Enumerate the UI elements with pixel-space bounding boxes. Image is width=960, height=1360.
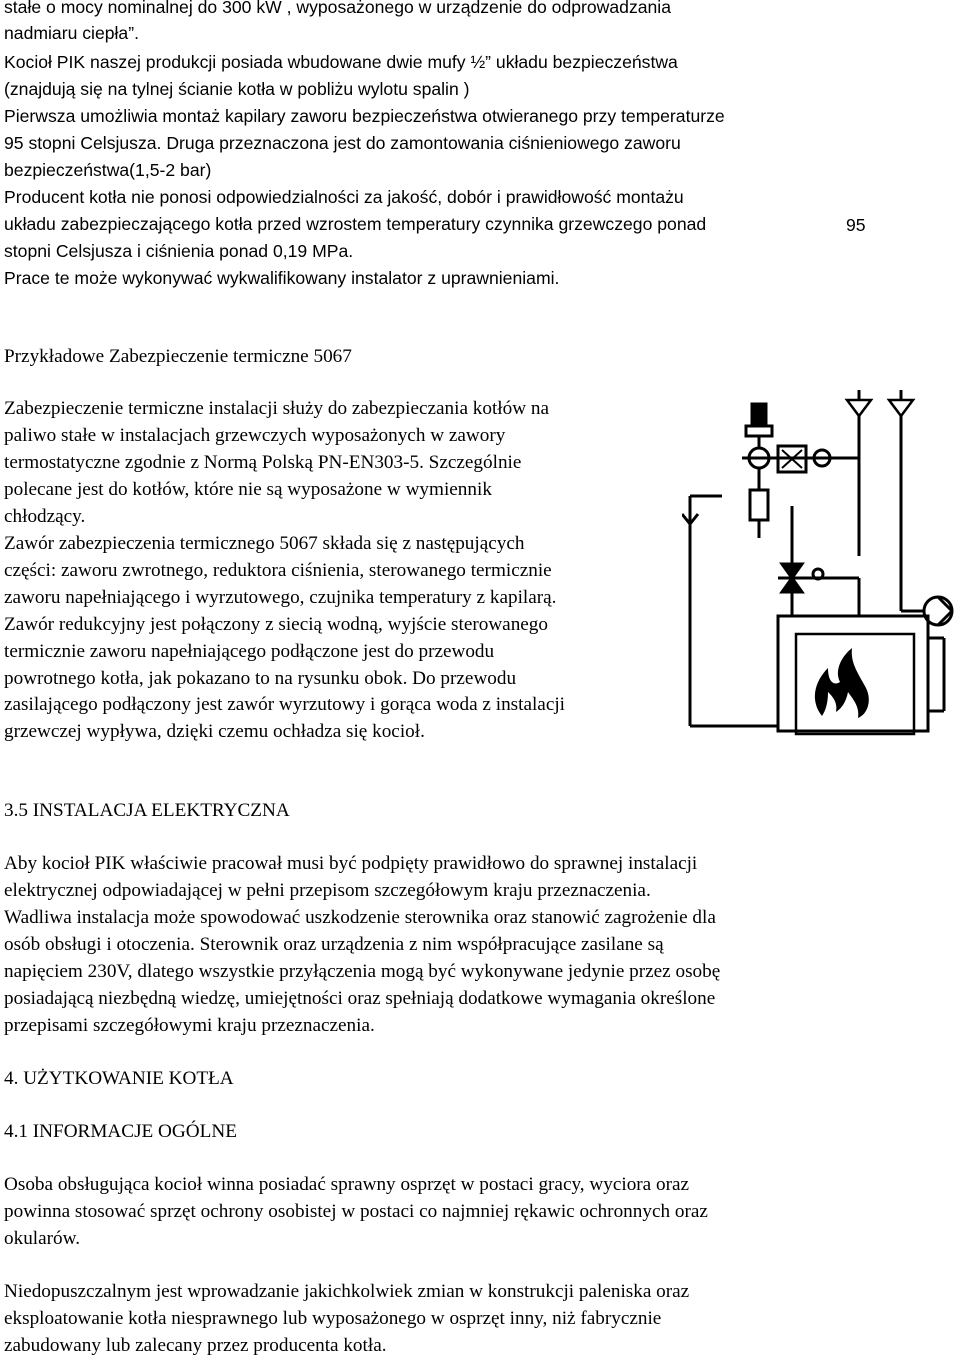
text-line: polecane jest do kotłów, które nie są wyposażone w wymiennik	[4, 479, 492, 500]
text-line: termostatyczne zgodnie z Normą Polską PN-EN303-5. Szczególnie	[4, 452, 522, 473]
text-line: eksploatowanie kotła niesprawnego lub wyposażonego w osprzęt inny, niż fabrycznie	[4, 1308, 662, 1329]
drain-triangle-icon	[889, 390, 913, 416]
text-line: Zawór zabezpieczenia termicznego 5067 składa się z następujących	[4, 533, 525, 554]
text-line: Producent kotła nie ponosi odpowiedzialności za jakość, dobór i prawidłowość montażu	[4, 187, 684, 207]
section-heading: 3.5 INSTALACJA ELEKTRYCZNA	[4, 800, 290, 821]
text-line: zasilającego podłączony jest zawór wyrzutowy i gorąca woda z instalacji	[4, 694, 566, 715]
text-line: Pierwsza umożliwia montaż kapilary zaworu bezpieczeństwa otwieranego przy temperaturze	[4, 106, 725, 126]
text-line: termicznie zaworu napełniającego podłączone jest do przewodu	[4, 641, 495, 662]
text-line: Osoba obsługująca kocioł winna posiadać sprawny osprzęt w postaci gracy, wyciora oraz	[4, 1174, 690, 1195]
text-line: części: zaworu zwrotnego, reduktora ciśnienia, sterowanego termicznie	[4, 560, 552, 581]
text-line: napięciem 230V, dlatego wszystkie przyłączenia mogą być wykonywane jedynie przez osobę	[4, 961, 721, 982]
drain-triangle-icon	[847, 390, 871, 416]
valve-icon	[778, 506, 859, 616]
text-line: powinna stosować sprzęt ochrony osobistej w postaci co najmniej rękawic ochronnych oraz	[4, 1201, 708, 1222]
text-line: zaworu napełniającego i wyrzutowego, czujnika temperatury z kapilarą.	[4, 587, 557, 608]
text-line: 95 stopni Celsjusza. Druga przeznaczona jest do zamontowania ciśnieniowego zaworu	[4, 133, 681, 153]
text-line: Zawór redukcyjny jest połączony z siecią wodną, wyjście sterowanego	[4, 614, 548, 635]
text-line: stałe o mocy nominalnej do 300 kW , wyposażonego w urządzenie do odprowadzania	[4, 0, 671, 17]
text-line: układu zabezpieczającego kotła przed wzrostem temperatury czynnika grzewczego ponad	[4, 214, 707, 234]
temperature-value: 95	[846, 215, 866, 235]
text-line: okularów.	[4, 1228, 81, 1249]
example-heading: Przykładowe Zabezpieczenie termiczne 5067	[4, 346, 352, 367]
text-line: powrotnego kotła, jak pokazano to na rysunku obok. Do przewodu	[4, 668, 517, 689]
text-line: Kocioł PIK naszej produkcji posiada wbudowane dwie mufy ½” układu bezpieczeństwa	[4, 52, 678, 72]
text-line: przepisami szczegółowymi kraju przeznaczenia.	[4, 1015, 375, 1036]
text-line: osób obsługi i otoczenia. Sterownik oraz urządzenia z nim współpracujące zasilane są	[4, 934, 664, 955]
valve-icon	[742, 404, 859, 538]
text-line: Aby kocioł PIK właściwie pracował musi być podpięty prawidłowo do sprawnej instalacji	[4, 853, 698, 874]
text-line: grzewczej wypływa, dzięki czemu ochładza się kocioł.	[4, 721, 425, 742]
text-line: Prace te może wykonywać wykwalifikowany instalator z uprawnieniami.	[4, 268, 560, 288]
text-line: Wadliwa instalacja może spowodować uszkodzenie sterownika oraz stanowić zagrożenie dla	[4, 907, 716, 928]
text-line: nadmiaru ciepła”.	[4, 23, 139, 43]
text-line: bezpieczeństwa(1,5-2 bar)	[4, 160, 212, 180]
text-line: stopni Celsjusza i ciśnienia ponad 0,19 MPa.	[4, 241, 354, 261]
flame-icon	[815, 648, 869, 718]
text-line: elektrycznej odpowiadającej w pełni przepisom szczegółowym kraju przeznaczenia.	[4, 880, 651, 901]
boiler-installation-diagram	[682, 386, 960, 736]
text-line: chłodzący.	[4, 506, 86, 527]
text-line: posiadającą niezbędną wiedzę, umiejętności oraz spełniają dodatkowe wymagania określone	[4, 988, 716, 1009]
text-line: Niedopuszczalnym jest wprowadzanie jakichkolwiek zmian w konstrukcji paleniska oraz	[4, 1281, 690, 1302]
text-line: paliwo stałe w instalacjach grzewczych wyposażonych w zawory	[4, 425, 506, 446]
text-line: zabudowany lub zalecany przez producenta kotła.	[4, 1335, 387, 1356]
text-line: (znajdują się na tylnej ścianie kotła w pobliżu wylotu spalin )	[4, 79, 470, 99]
section-heading: 4. UŻYTKOWANIE KOTŁA	[4, 1068, 234, 1089]
text-line: Zabezpieczenie termiczne instalacji służy do zabezpieczania kotłów na	[4, 398, 549, 419]
section-heading: 4.1 INFORMACJE OGÓLNE	[4, 1121, 237, 1142]
